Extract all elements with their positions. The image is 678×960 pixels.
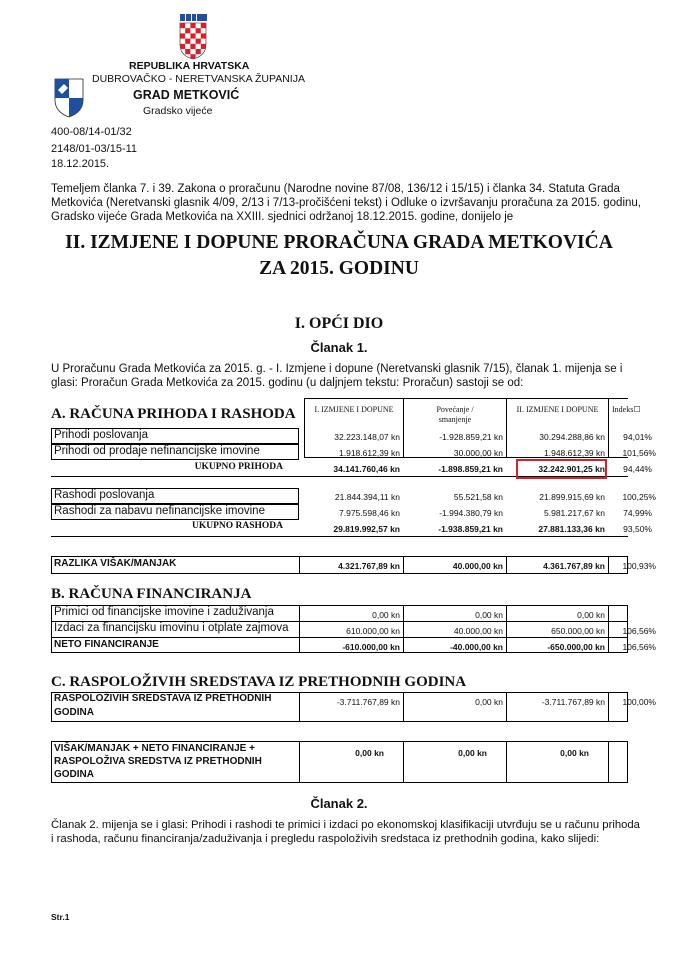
cell: 32.223.148,07 kn bbox=[334, 432, 400, 442]
highlight-box bbox=[516, 459, 607, 479]
cell: 94,01% bbox=[623, 432, 652, 442]
cell: 27.881.133,36 kn bbox=[538, 524, 605, 534]
col-header-second: II. IZMJENE I DOPUNE bbox=[516, 405, 599, 414]
cell: -610.000,00 kn bbox=[342, 642, 400, 652]
cell: 0,00 kn bbox=[372, 610, 400, 620]
header-republic: REPUBLIKA HRVATSKA bbox=[129, 60, 250, 72]
article1-text: U Proračunu Grada Metkovića za 2015. g. - I. Izmjene i dopune (Neretvanski glasnik 7/15), članak 1. mijenja se i bbox=[51, 363, 623, 375]
divider bbox=[299, 556, 300, 574]
document-title-year: ZA 2015. GODINU bbox=[259, 258, 419, 279]
cell: -1.938.859,21 kn bbox=[438, 524, 503, 534]
row-label-total: UKUPNO RASHODA bbox=[191, 521, 283, 531]
cell: 21.899.915,69 kn bbox=[539, 492, 605, 502]
cell: 74,99% bbox=[623, 508, 652, 518]
cell: 610.000,00 kn bbox=[346, 626, 400, 636]
ref-number: 2148/01-03/15-11 bbox=[51, 143, 138, 155]
divider bbox=[608, 741, 609, 783]
article1-text: glasi: Proračun Grada Metkovića za 2015. godinu (u daljnjem tekstu: Proračun) sastoji se od: bbox=[51, 377, 524, 389]
cell: 0,00 kn bbox=[458, 748, 487, 758]
cell: 55.521,58 kn bbox=[453, 492, 503, 502]
cell: 21.844.394,11 kn bbox=[334, 492, 400, 502]
row-label: Prihodi od prodaje nefinancijske imovine bbox=[54, 445, 260, 457]
cell: 100,25% bbox=[622, 492, 656, 502]
cell: 40.000,00 kn bbox=[453, 626, 503, 636]
row-label: NETO FINANCIRANJE bbox=[54, 639, 159, 650]
cell: -3.711.767,89 kn bbox=[336, 697, 400, 707]
divider bbox=[299, 741, 300, 783]
cell: 106,56% bbox=[622, 626, 656, 636]
cell: 4.361.767,89 kn bbox=[543, 561, 605, 571]
cell: -3.711.767,89 kn bbox=[541, 697, 605, 707]
cell: 34.141.760,46 kn bbox=[333, 464, 400, 474]
metkovic-coat-of-arms bbox=[54, 78, 84, 118]
row-label: VIŠAK/MANJAK + NETO FINANCIRANJE + bbox=[54, 743, 255, 754]
cell: 94,44% bbox=[623, 464, 652, 474]
cell: 0,00 kn bbox=[475, 697, 503, 707]
cell: 0,00 kn bbox=[355, 748, 384, 758]
cell: -1.928.859,21 kn bbox=[439, 432, 503, 442]
header-county: DUBROVAČKO - NERETVANSKA ŽUPANIJA bbox=[92, 73, 305, 85]
col-header-change-1: Povećanje / bbox=[436, 405, 474, 414]
section-a-title: A. RAČUNA PRIHODA I RASHODA bbox=[51, 406, 296, 422]
cell: 93,50% bbox=[623, 524, 652, 534]
cell: 29.819.992,57 kn bbox=[333, 524, 400, 534]
row-label: GODINA bbox=[54, 707, 94, 718]
cell: 106,56% bbox=[622, 642, 656, 652]
cell: 5.981.217,67 kn bbox=[544, 508, 605, 518]
document-title: II. IZMJENE I DOPUNE PRORAČUNA GRADA METKOVIĆA bbox=[65, 232, 613, 253]
cell: 650.000,00 kn bbox=[551, 626, 605, 636]
cell: 100,93% bbox=[622, 561, 656, 571]
row-label: Izdaci za financijsku imovinu i otplate zajmova bbox=[54, 622, 289, 634]
cell: 101,56% bbox=[622, 448, 656, 458]
cell: 30.000,00 kn bbox=[453, 448, 503, 458]
article2-text: i rashoda, računu financiranja/zaduživanja i pregledu raspoloživih sredstaca iz prethodnih godina, kako slijedi: bbox=[51, 833, 600, 845]
col-header-change-2: smanjenje bbox=[438, 415, 472, 424]
preamble-line: Metkovića (Neretvanski glasnik 4/09, 2/13 i 7/13-pročišćeni tekst) i Odluke o izvršavanju proračuna za 2015. godinu, bbox=[51, 197, 641, 209]
cell-highlighted: 32.242.901,25 kn bbox=[538, 464, 605, 474]
divider bbox=[299, 605, 300, 653]
cell: 7.975.598,46 kn bbox=[339, 508, 400, 518]
cell: -1.898.859,21 kn bbox=[438, 464, 503, 474]
article2-text: Članak 2. mijenja se i glasi: Prihodi i rashodi te primici i izdaci po ekonomskoj klasifikaciji utvrđuju se u računu prihoda bbox=[51, 819, 640, 831]
article1-title: Članak 1. bbox=[310, 340, 368, 355]
article2-title: Članak 2. bbox=[310, 796, 368, 811]
row-label: GODINA bbox=[54, 769, 94, 780]
preamble-line: Temeljem članka 7. i 39. Zakona o proračunu (Narodne novine 87/08, 136/12 i 15/15) i članka 34. Statuta Grada bbox=[51, 183, 620, 195]
cell: -650.000,00 kn bbox=[547, 642, 605, 652]
row-label: Prihodi poslovanja bbox=[54, 429, 148, 441]
page-number: Str.1 bbox=[51, 912, 70, 922]
divider bbox=[51, 536, 628, 537]
cell: 0,00 kn bbox=[560, 748, 589, 758]
col-header-first: I. IZMJENE I DOPUNE bbox=[314, 405, 394, 414]
cell: 30.294.288,86 kn bbox=[539, 432, 605, 442]
divider bbox=[51, 637, 628, 638]
section-b-title: B. RAČUNA FINANCIRANJA bbox=[51, 586, 252, 602]
ref-class: 400-08/14-01/32 bbox=[51, 126, 132, 138]
row-label: RAZLIKA VIŠAK/MANJAK bbox=[54, 558, 177, 569]
cell: 4.321.767,89 kn bbox=[338, 561, 400, 571]
part-title: I. OPĆI DIO bbox=[294, 315, 384, 332]
row-label: Rashodi poslovanja bbox=[54, 489, 155, 501]
row-label: Primici od financijske imovine i zaduživanja bbox=[54, 606, 274, 618]
cell: 1.948.612,39 kn bbox=[544, 448, 605, 458]
row-label-total: UKUPNO PRIHODA bbox=[194, 462, 283, 472]
croatia-coat-of-arms bbox=[178, 14, 208, 60]
header-city: GRAD METKOVIĆ bbox=[133, 88, 240, 102]
cell: 100,00% bbox=[622, 697, 656, 707]
cell: -40.000,00 kn bbox=[450, 642, 503, 652]
cell: 0,00 kn bbox=[475, 610, 503, 620]
cell: 40.000,00 kn bbox=[452, 561, 503, 571]
cell: 1.918.612,39 kn bbox=[339, 448, 400, 458]
row-label: RASPOLOŽIVA SREDSTVA IZ PRETHODNIH bbox=[54, 756, 262, 767]
header-council: Gradsko vijeće bbox=[143, 105, 213, 117]
col-header-index: Indeks☐ bbox=[612, 405, 641, 414]
row-label: RASPOLOŽIVIH SREDSTAVA IZ PRETHODNIH bbox=[54, 693, 272, 704]
divider bbox=[299, 692, 300, 722]
section-c-title: C. RASPOLOŽIVIH SREDSTAVA IZ PRETHODNIH GODINA bbox=[51, 674, 467, 690]
cell: -1.994.380,79 kn bbox=[439, 508, 503, 518]
cell: 0,00 kn bbox=[577, 610, 605, 620]
row-label: Rashodi za nabavu nefinancijske imovine bbox=[54, 505, 265, 517]
preamble-line: Gradsko vijeće Grada Metkovića na XXIII. sjednici održanoj 18.12.2015. godine, donijelo je bbox=[51, 211, 514, 223]
ref-date: 18.12.2015. bbox=[51, 158, 110, 170]
